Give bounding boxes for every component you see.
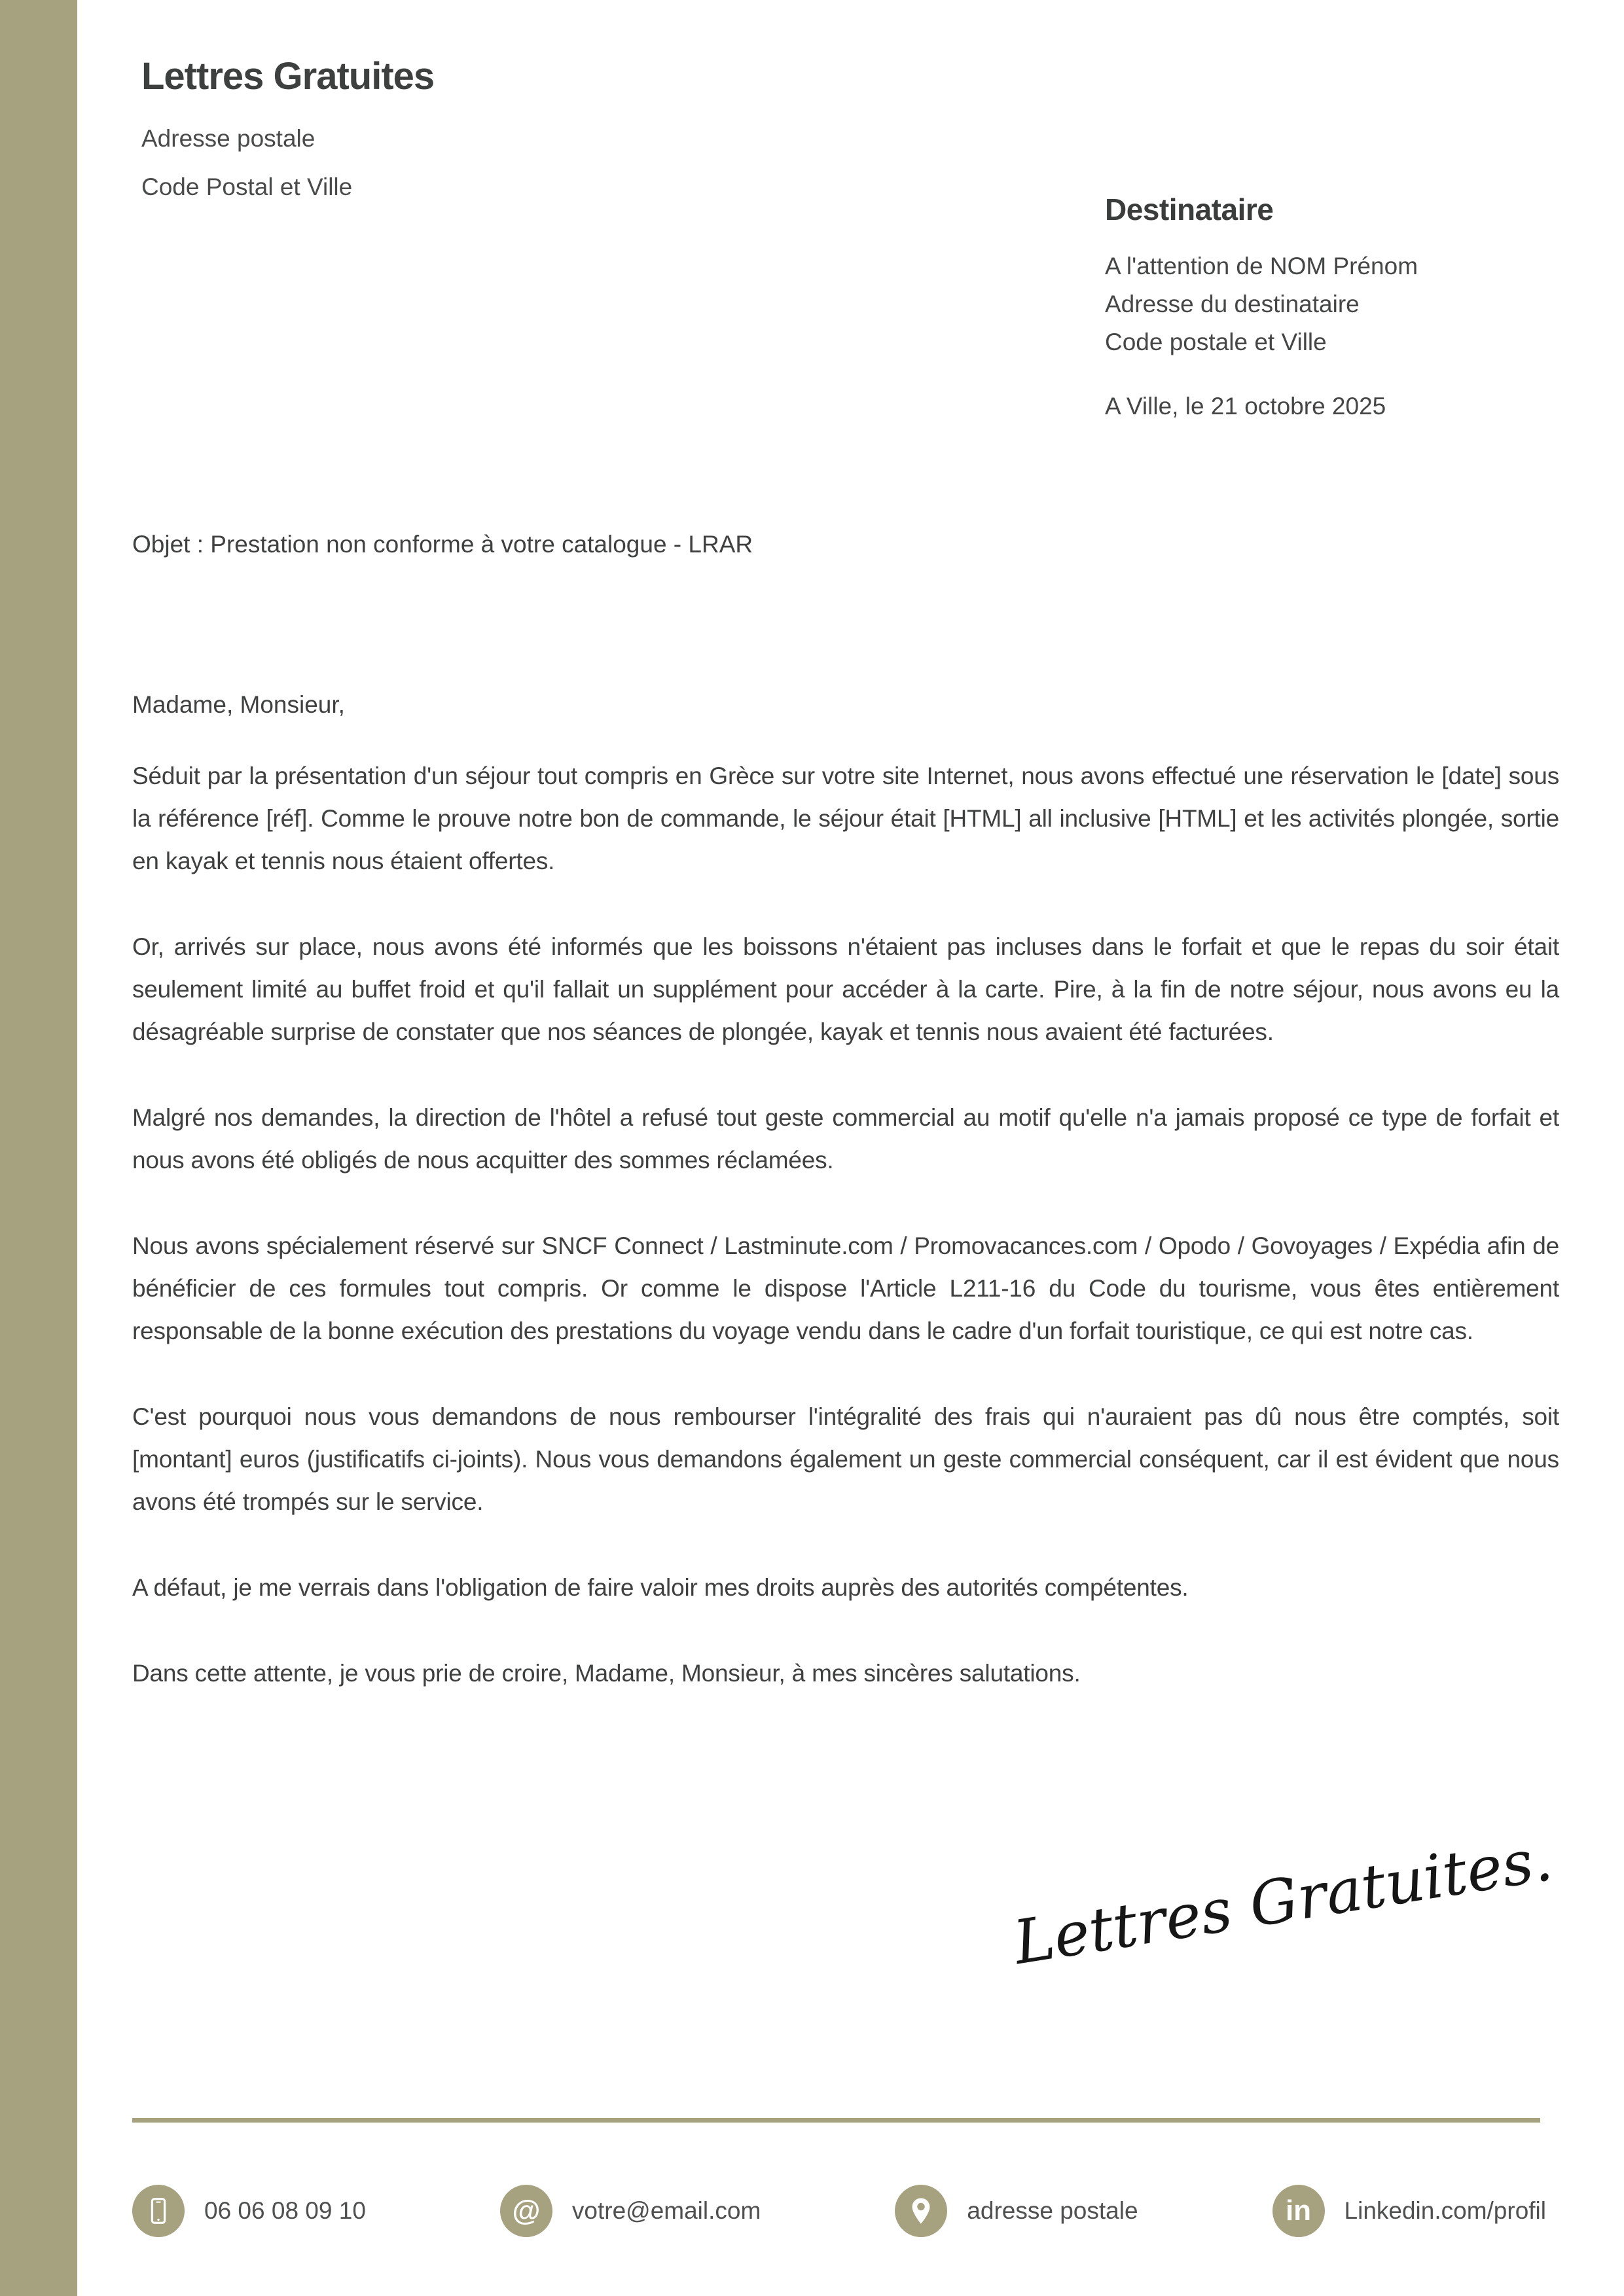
footer-email-label: votre@email.com <box>571 2197 761 2224</box>
salutation: Madame, Monsieur, <box>132 691 345 718</box>
date-line: A Ville, le 21 octobre 2025 <box>1105 393 1386 420</box>
footer <box>132 2185 1546 2237</box>
paragraph-1: Séduit par la présentation d'un séjour tout compris en Grèce sur votre site Internet, nous avons effectué une réservation le [date] sous la référence [réf]. Comme le prouve notre bon de commande, le séjour était [HTML] all inclusive [HTML] et les activités plongée, sortie en kayak et tennis nous étaient offertes. <box>132 762 1559 874</box>
at-icon: @ <box>500 2185 552 2237</box>
letter-body <box>132 755 1559 1738</box>
recipient-heading: Destinataire <box>1105 192 1274 226</box>
footer-item-phone <box>132 2185 366 2237</box>
footer-item-linkedin <box>1272 2185 1546 2237</box>
paragraph-5: C'est pourquoi nous vous demandons de nous rembourser l'intégralité des frais qui n'auraient pas dû nous être comptés, soit [montant] euros (justificatifs ci-joints). Nous vous demandons également un geste commercial conséquent, car il est évident que nous avons été trompés sur le service. <box>132 1403 1559 1515</box>
recipient-line3: Code postale et Ville <box>1105 329 1327 355</box>
recipient-line1: A l'attention de NOM Prénom <box>1105 253 1418 279</box>
signature: Lettres Gratuites. <box>1009 1823 1557 1979</box>
paragraph-4: Nous avons spécialement réservé sur SNCF Connect / Lastminute.com / Promovacances.com / Opodo / Govoyages / Expédia afin de bénéficier de ces formules tout compris. Or comme le dispose l'Article L211-16 du Code du tourisme, vous êtes entièrement responsable de la bonne exécution des prestations du voyage vendu dans le cadre d'un forfait touristique, ce qui est notre cas. <box>132 1232 1559 1344</box>
paragraph-6: A défaut, je me verrais dans l'obligation de faire valoir mes droits auprès des autorités compétentes. <box>132 1574 1189 1601</box>
phone-icon <box>132 2185 185 2237</box>
paragraph-7: Dans cette attente, je vous prie de croire, Madame, Monsieur, à mes sincères salutations. <box>132 1660 1081 1687</box>
sender-address-line2: Code Postal et Ville <box>141 173 353 200</box>
footer-divider <box>132 2118 1540 2123</box>
linkedin-icon: in <box>1272 2185 1325 2237</box>
footer-item-email <box>500 2185 761 2237</box>
paragraph-3: Malgré nos demandes, la direction de l'hôtel a refusé tout geste commercial au motif qu'elle n'a jamais proposé ce type de forfait et nous avons été obligés de nous acquitter des sommes réclamées. <box>132 1104 1559 1174</box>
recipient-block <box>1105 191 1559 425</box>
letter-content <box>132 0 1559 2296</box>
sender-block <box>141 56 434 211</box>
subject-line: Objet : Prestation non conforme à votre catalogue - LRAR <box>132 531 753 558</box>
footer-address-label: adresse postale <box>967 2197 1138 2224</box>
recipient-line2: Adresse du destinataire <box>1105 291 1360 317</box>
location-pin-icon <box>895 2185 947 2237</box>
footer-linkedin-label: Linkedin.com/profil <box>1344 2197 1546 2224</box>
paragraph-2: Or, arrivés sur place, nous avons été informés que les boissons n'étaient pas incluses dans le forfait et que le repas du soir était seulement limité au buffet froid et qu'il fallait un supplément pour accéder à la carte. Pire, à la fin de notre séjour, nous avons eu la désagréable surprise de constater que nos séances de plongée, kayak et tennis nous avaient été facturées. <box>132 933 1559 1045</box>
sender-name: Lettres Gratuites <box>141 55 435 98</box>
sender-address-line1: Adresse postale <box>141 125 316 152</box>
left-accent-bar <box>0 0 77 2296</box>
footer-phone-label: 06 06 08 09 10 <box>204 2197 366 2224</box>
footer-item-address <box>895 2185 1138 2237</box>
